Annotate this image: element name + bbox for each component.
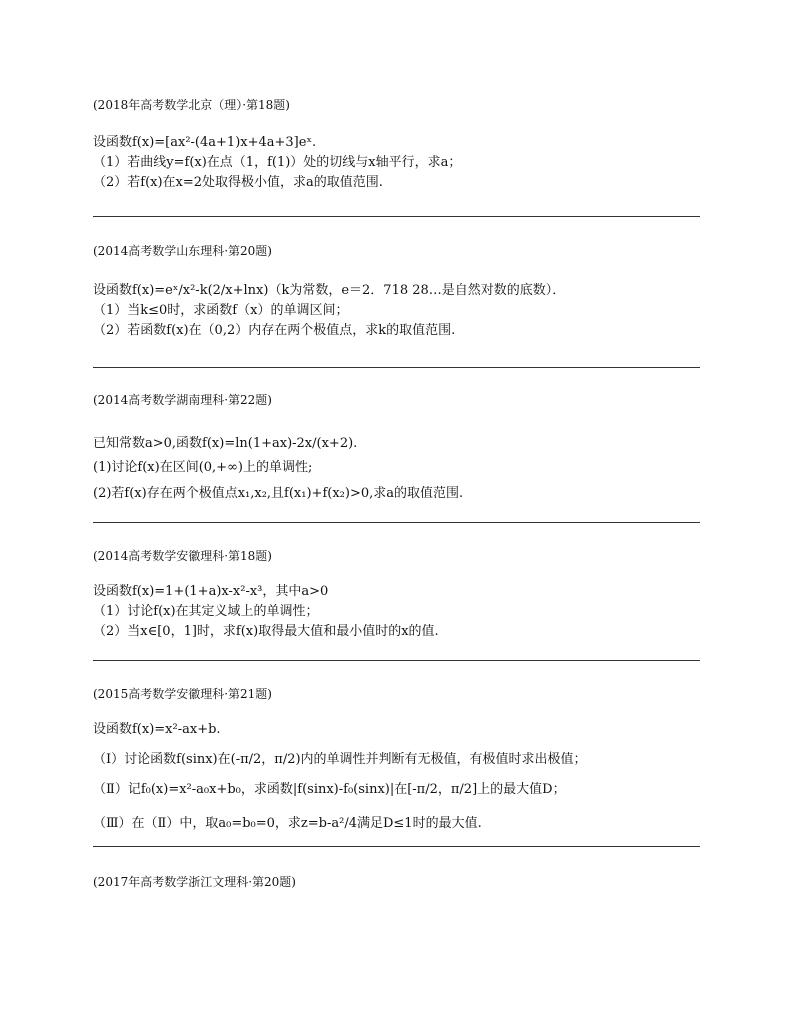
problem-line: （2）当x∈[0，1]时，求f(x)取得最大值和最小值时的x的值. <box>93 624 439 639</box>
problem-3 <box>93 392 701 504</box>
problem-5 <box>93 686 701 834</box>
problem-1 <box>93 97 701 193</box>
problem-line: 设函数f(x)=x²-ax+b. <box>93 722 221 737</box>
problem-line: 已知常数a>0,函数f(x)=ln(1+ax)-2x/(x+2). <box>93 436 358 451</box>
divider <box>93 216 700 217</box>
divider <box>93 846 700 847</box>
problem-source: (2015高考数学安徽理科·第21题) <box>93 687 272 701</box>
problem-source: (2018年高考数学北京（理）·第18题) <box>93 98 290 112</box>
problem-6 <box>93 874 701 890</box>
problem-line: （2）若f(x)在x=2处取得极小值，求a的取值范围. <box>93 175 383 190</box>
divider <box>93 660 700 661</box>
problem-line: （1）讨论f(x)在其定义域上的单调性； <box>93 604 319 619</box>
problem-line: （1）若曲线y=f(x)在点（1，f(1)）处的切线与x轴平行，求a； <box>93 155 462 170</box>
problem-line: 设函数f(x)=eˣ/x²-k(2/x+lnx)（k为常数，e＝2．718 28…是自然对数的底数）． <box>93 283 566 298</box>
problem-source: (2017年高考数学浙江文理科·第20题) <box>93 875 296 889</box>
problem-line: (2)若f(x)存在两个极值点x₁,x₂,且f(x₁)+f(x₂)>0,求a的取值范围. <box>93 486 464 501</box>
problem-line: （Ⅱ）记f₀(x)=x²-a₀x+b₀，求函数|f(sinx)-f₀(sinx)|在[-π/2，π/2]上的最大值D； <box>93 782 566 797</box>
problem-line: （Ⅲ）在（Ⅱ）中，取a₀=b₀=0，求z=b-a²/4满足D≤1时的最大值. <box>93 816 482 831</box>
problem-line: （1）当k≤0时，求函数f（x）的单调区间； <box>93 303 349 318</box>
problem-line: 设函数f(x)=1+(1+a)x-x²-x³，其中a>0 <box>93 584 329 599</box>
problem-4 <box>93 548 701 642</box>
problem-line: （Ⅰ）讨论函数f(sinx)在(-π/2，π/2)内的单调性并判断有无极值，有极值时求出极值； <box>93 752 587 767</box>
problem-line: 设函数f(x)=[ax²-(4a+1)x+4a+3]eˣ. <box>93 135 317 150</box>
divider <box>93 522 700 523</box>
problem-2 <box>93 243 701 341</box>
divider <box>93 367 700 368</box>
problem-line: (1)讨论f(x)在区间(0,+∞)上的单调性; <box>93 460 313 475</box>
problem-source: (2014高考数学安徽理科·第18题) <box>93 549 272 563</box>
problem-source: (2014高考数学山东理科·第20题) <box>93 244 272 258</box>
problem-line: （2）若函数f(x)在（0,2）内存在两个极值点，求k的取值范围. <box>93 323 456 338</box>
problem-source: (2014高考数学湖南理科·第22题) <box>93 393 272 407</box>
